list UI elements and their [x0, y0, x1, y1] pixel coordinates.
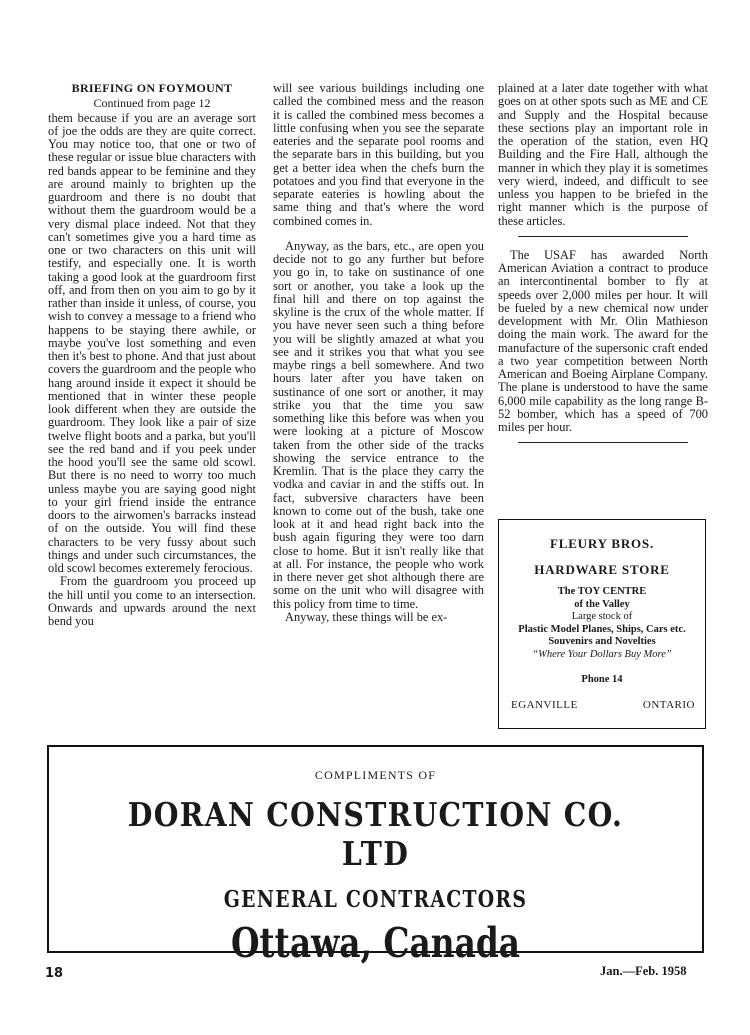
issue-date: Jan.—Feb. 1958	[600, 964, 687, 978]
ad-line: The TOY CENTRE	[557, 586, 647, 597]
article-column-2	[273, 82, 484, 624]
continued-note: Continued from page 12	[93, 96, 211, 111]
article-paragraph: will see various buildings including one called the combined mess and the reason it is called the combined mess becomes a little confusing when you see the separate eateries and the separate pool rooms and the separate bars in this building, but you get a better idea when the chefs burn the potatoes and you find that everyone in the separate eateries is howling about the same thing and that's where the word combined comes in.	[273, 81, 484, 228]
ad-phone: Phone 14	[581, 674, 623, 685]
article-column-3	[498, 82, 708, 455]
divider	[518, 236, 688, 237]
ad-town: EGANVILLE	[511, 699, 578, 711]
article-paragraph: From the guardroom you proceed up the hill until you come to an intersection. Onwards and upwards around the next bend you	[48, 574, 256, 628]
ad-compliments: COMPLIMENTS OF	[314, 768, 437, 782]
ad-line: of the Valley	[574, 598, 630, 610]
article-heading: BRIEFING ON FOYMOUNT	[71, 81, 233, 95]
ad-line: Plastic Model Planes, Ships, Cars etc.	[518, 623, 686, 635]
ad-province: ONTARIO	[642, 699, 695, 711]
article-paragraph: plained at a later date together with what goes on at other spots such as ME and CE and Supply and the Hospital because these sections play an important role in the operation of the station, even HQ Building and the Fire Hall, although the manner in which they play it is sometimes very wierd, indeed, and difficult to see unless you happen to be briefed in the right manner which is the purpose of these articles.	[498, 81, 708, 228]
ad-trade: GENERAL CONTRACTORS	[223, 886, 528, 913]
article-column-1	[48, 82, 256, 628]
ad-store-type: HARDWARE STORE	[534, 562, 670, 577]
divider	[518, 442, 688, 443]
article-paragraph: them because if you are an average sort of joe the odds are they are quite correct. You may notice too, that one or two of these regular or issue blue characters with red bands appear to be feminine and they are around mainly to brighten up the guardroom and there is no doubt that without them the guardroom would be a very dismal place indeed. Not that they can't sometimes give you a hard time as one or two characters on this unit will testify, and especially one. It is worth taking a good look at the guardroom first off, and from then on you aim to go by it rather than inside it unless, of course, you wish to convey a message to a friend who happens to be staying there awhile, or maybe you've lost something and even then it's best to phone. And that just about covers the guardroom and the people who hang around inside it expect it should be mentioned that in winter these people look different when they are outside the guardroom. They look like a pair of size twelve flight boots and a parka, but you'll see the red band and if you peek under the hood you'll see the same old scowl. But there is no need to worry too much unless maybe you are saying good night to your girl friend inside the entrance doors to the airwomen's barracks instead of on the outside. You will find these characters to be very fussy about such things and under such circumstances, the old scowl becomes exteremely ferocious.	[48, 110, 256, 575]
fleury-bros-ad	[498, 519, 706, 729]
ad-slogan: “Where Your Dollars Buy More”	[532, 648, 672, 660]
doran-construction-ad	[47, 745, 704, 967]
ad-address	[511, 699, 695, 711]
page-number: 18	[45, 966, 64, 981]
ad-city: Ottawa, Canada	[230, 919, 521, 967]
ad-store-name: FLEURY BROS.	[549, 536, 654, 551]
article-paragraph: Anyway, as the bars, etc., are open you decide not to go any further but before you go in, to take on sustinance of one sort or another, you take a look up the final hill and there on top against the skyline is the crux of the whole matter. If you have never seen such a thing before you will be slightly amazed at what you see and it strikes you that what you see maybe rings a bell somewhere. And two hours later after you have taken on sustinance of one sort or another, it may strike you that the time you saw something like this before was when you were looking at a picture of Moscow taken from the other side of the tracks showing the service entrance to the Kremlin. That is the place they carry the vodka and caviar in and the stiffs out. In fact, subversive characters have been known to come out of the bush, take one look at it and head right back into the bush again figuring they were too darn close to home. But it isn't really like that at all. For instance, the people who work in there never get shot although there are some on the unit who will disagree with this policy from time to time.	[273, 238, 484, 611]
ad-line: Souvenirs and Novelties	[548, 636, 656, 647]
ad-company-name: DORAN CONSTRUCTION CO. LTD	[127, 795, 624, 873]
news-item: The USAF has awarded North American Aviation a contract to produce an intercontinental bomber to fly at speeds over 2,000 miles per hour. It will be fueled by a new chemical now under development with Mr. Olin Mathieson doing the main work. The award for the manufacture of the supersonic craft ended a two year competition between North American and Boeing Airplane Company. The plane is understood to have the same 6,000 mile capability as the long range B-52 bomber, which has a speed of 700 miles per hour.	[498, 247, 708, 434]
ad-line: Large stock of	[571, 611, 633, 622]
article-paragraph: Anyway, these things will be ex-	[285, 609, 448, 624]
